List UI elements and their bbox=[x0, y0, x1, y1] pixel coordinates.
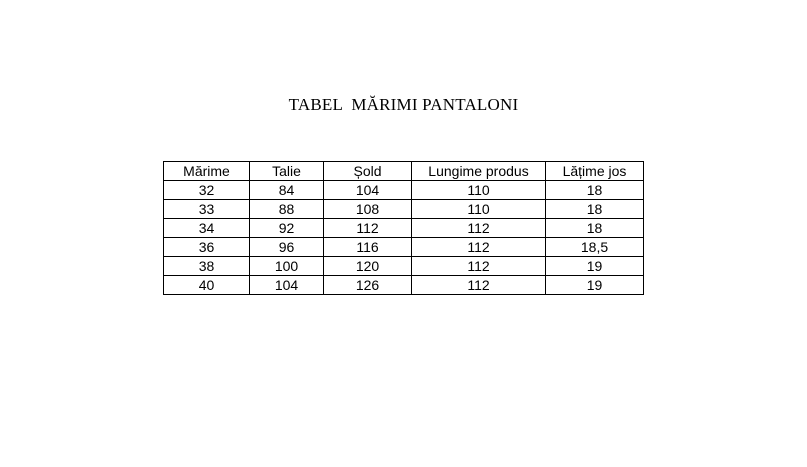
table-cell: 33 bbox=[164, 200, 250, 219]
table-cell: 92 bbox=[250, 219, 324, 238]
table-cell: 40 bbox=[164, 276, 250, 295]
table-row bbox=[164, 200, 644, 219]
table-cell: 19 bbox=[546, 276, 644, 295]
table-row bbox=[164, 257, 644, 276]
size-table bbox=[163, 161, 644, 295]
table-cell: 34 bbox=[164, 219, 250, 238]
table-cell: 112 bbox=[412, 238, 546, 257]
page-title: TABEL MĂRIMI PANTALONI bbox=[288, 95, 519, 114]
table-cell: 112 bbox=[412, 219, 546, 238]
table-cell: 108 bbox=[324, 200, 412, 219]
table-cell: 84 bbox=[250, 181, 324, 200]
table-cell: 104 bbox=[324, 181, 412, 200]
header-cell: Mărime bbox=[164, 162, 250, 181]
table-cell: 112 bbox=[412, 257, 546, 276]
header-cell: Lungime produs bbox=[412, 162, 546, 181]
table-cell: 96 bbox=[250, 238, 324, 257]
table-cell: 112 bbox=[324, 219, 412, 238]
header-cell: Șold bbox=[324, 162, 412, 181]
table-cell: 112 bbox=[412, 276, 546, 295]
header-cell: Lățime jos bbox=[546, 162, 644, 181]
table-row bbox=[164, 219, 644, 238]
table-cell: 104 bbox=[250, 276, 324, 295]
table-cell: 116 bbox=[324, 238, 412, 257]
table-cell: 18 bbox=[546, 181, 644, 200]
table-row bbox=[164, 181, 644, 200]
table-cell: 38 bbox=[164, 257, 250, 276]
table-cell: 110 bbox=[412, 181, 546, 200]
table-cell: 88 bbox=[250, 200, 324, 219]
table-cell: 18 bbox=[546, 200, 644, 219]
table-cell: 36 bbox=[164, 238, 250, 257]
table-cell: 110 bbox=[412, 200, 546, 219]
table-header-row bbox=[164, 162, 644, 181]
table-row bbox=[164, 238, 644, 257]
table-cell: 126 bbox=[324, 276, 412, 295]
table-cell: 18 bbox=[546, 219, 644, 238]
table-cell: 120 bbox=[324, 257, 412, 276]
table-row bbox=[164, 276, 644, 295]
table-cell: 100 bbox=[250, 257, 324, 276]
header-cell: Talie bbox=[250, 162, 324, 181]
table-cell: 19 bbox=[546, 257, 644, 276]
table-cell: 18,5 bbox=[546, 238, 644, 257]
table-cell: 32 bbox=[164, 181, 250, 200]
